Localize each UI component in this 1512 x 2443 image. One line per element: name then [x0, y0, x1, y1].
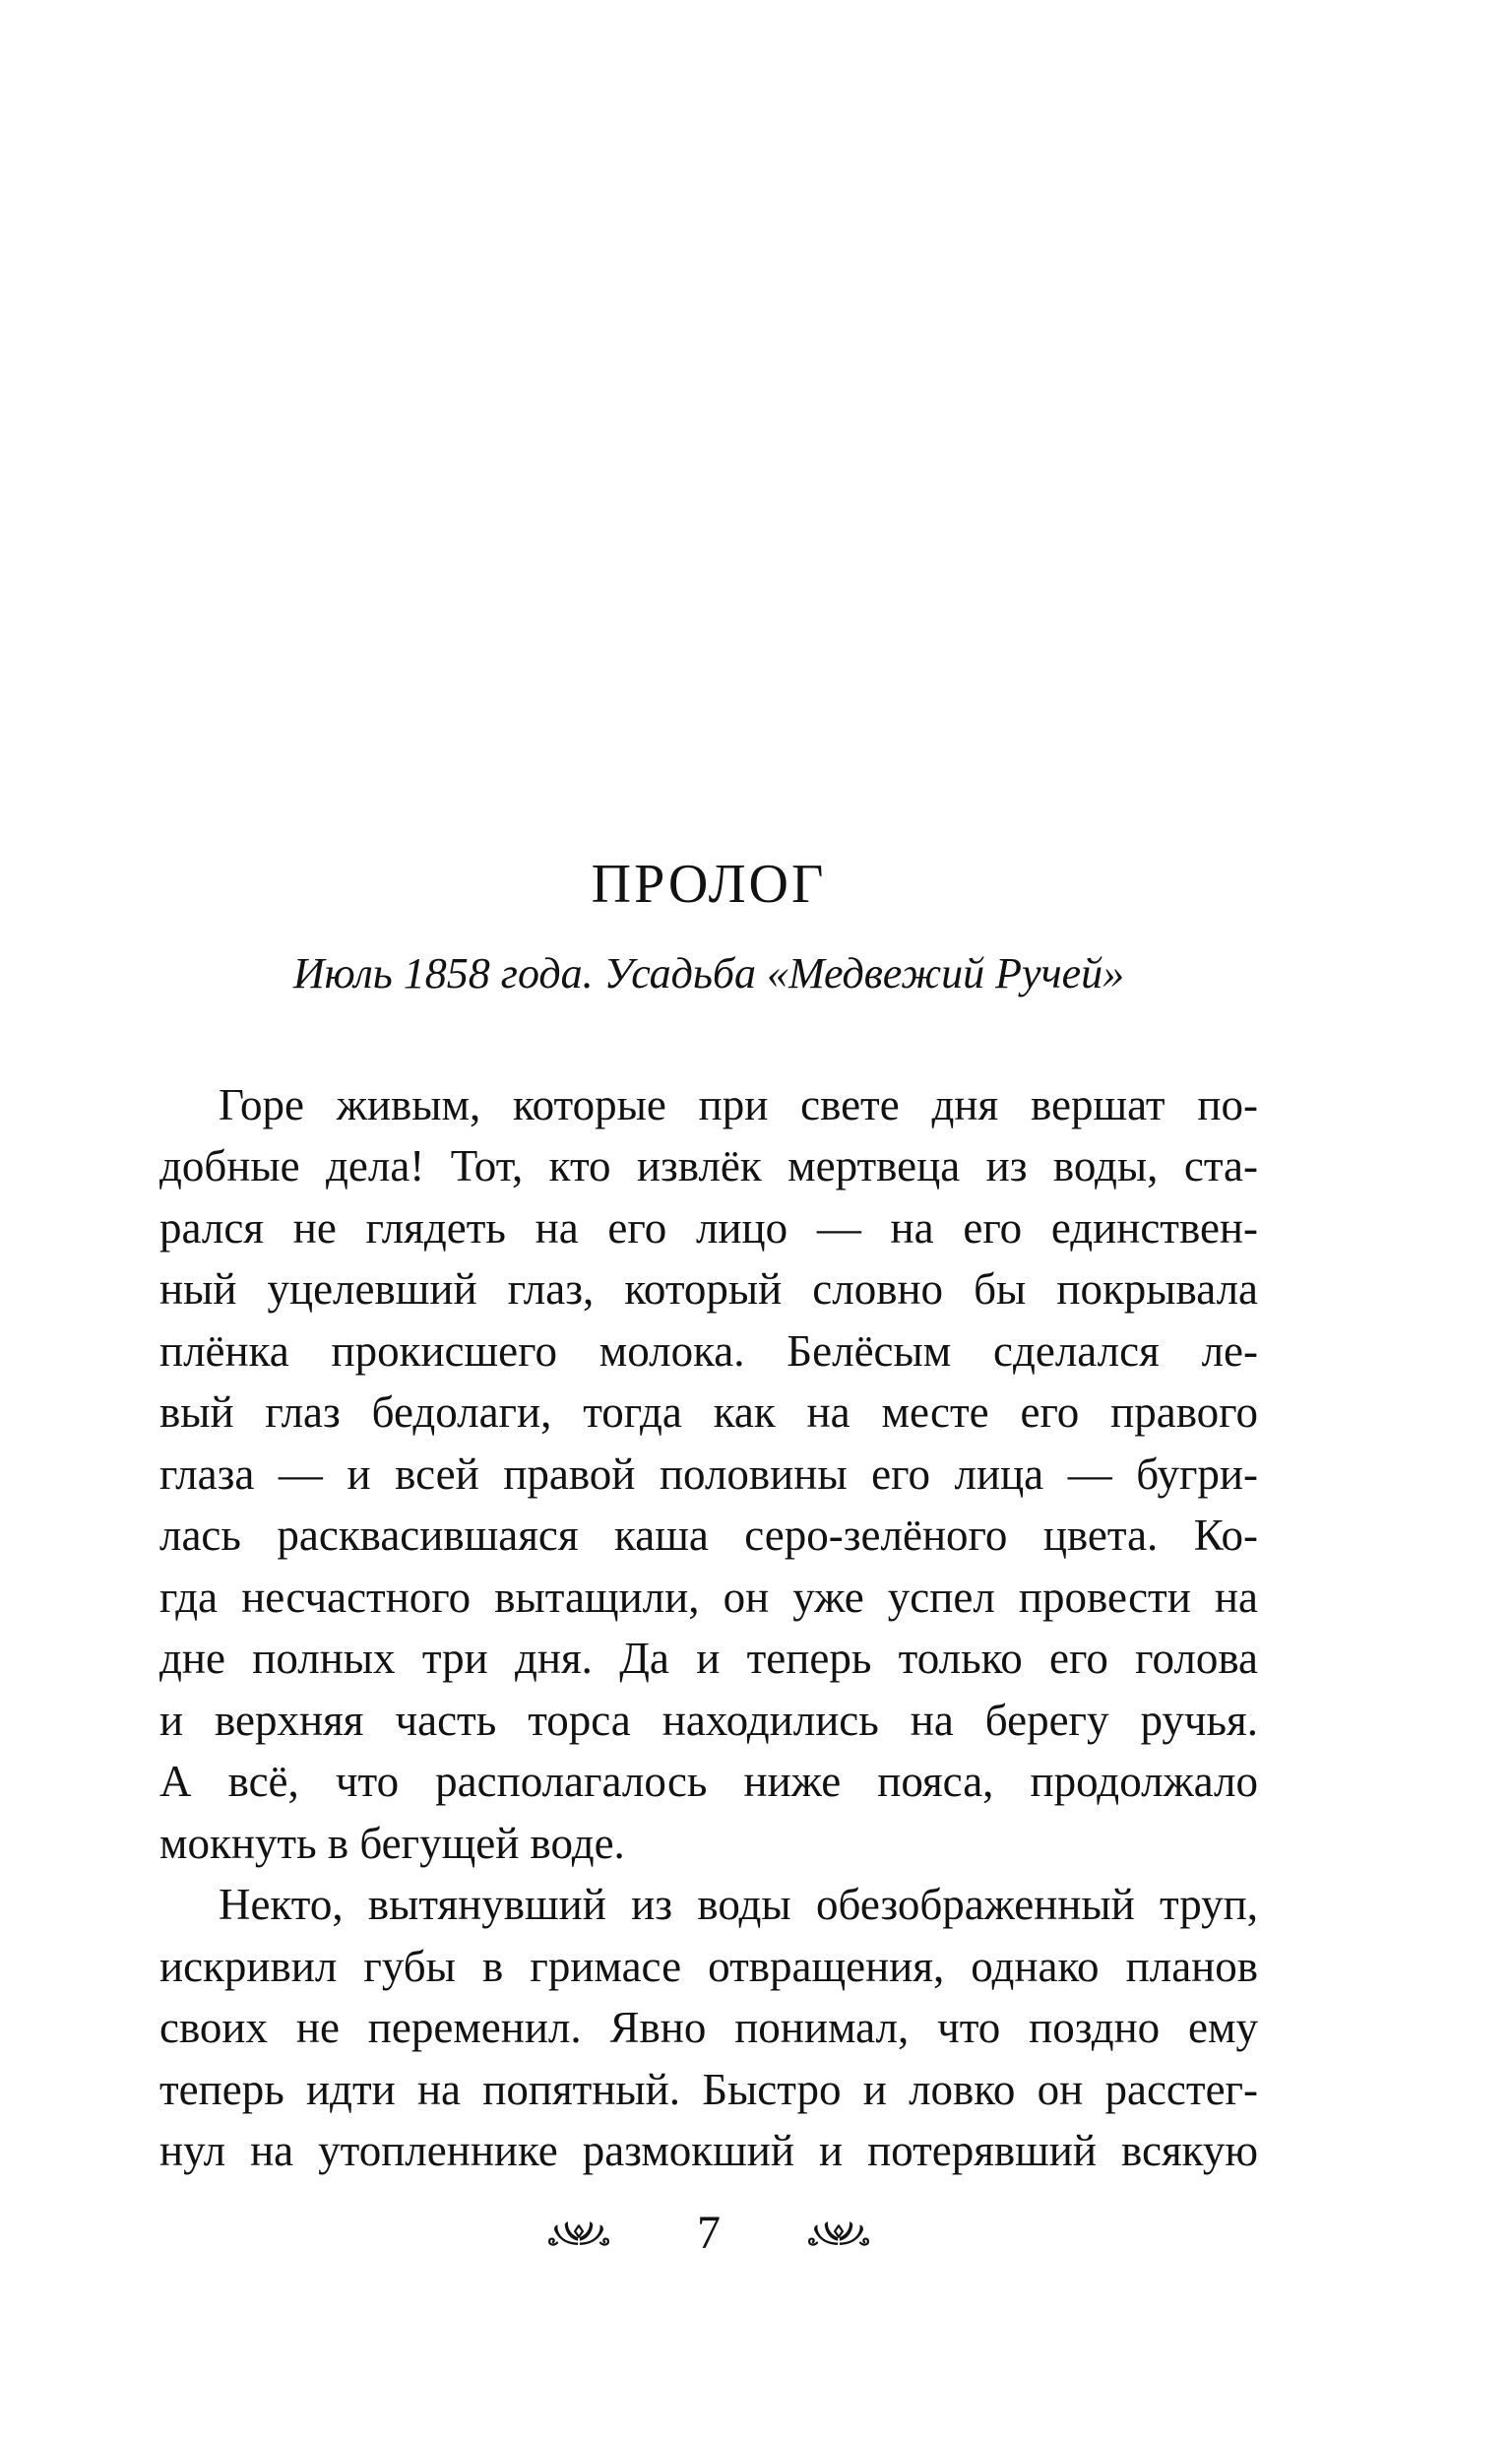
text-line: теперь идти на попятный. Быстро и ловко он расстег-	[159, 2064, 1258, 2114]
text-line: Некто, вытянувший из воды обезображенный труп,	[219, 1880, 1258, 1930]
chapter-title: ПРОЛОГ	[591, 854, 827, 915]
chapter-subtitle: Июль 1858 года. Усадьба «Медвежий Ручей»	[292, 949, 1125, 997]
text-line: глаза — и всей правой половины его лица — бугри-	[159, 1448, 1258, 1499]
text-line: дне полных три дня. Да и теперь только его голова	[159, 1634, 1258, 1684]
text-line: лась расквасившаяся каша серо-зелёного цвета. Ко-	[159, 1511, 1258, 1561]
text-line: добные дела! Тот, кто извлёк мертвеца из воды, ста-	[159, 1141, 1258, 1191]
text-line: искривил губы в гримасе отвращения, однако планов	[159, 1941, 1258, 1991]
text-line: и верхняя часть торса находились на берегу ручья.	[159, 1695, 1258, 1745]
text-line: Горе живым, которые при свете дня вершат по-	[219, 1079, 1258, 1129]
text-line: плёнка прокисшего молока. Белёсым сделался ле-	[159, 1325, 1258, 1376]
page-footer	[159, 2206, 1258, 2259]
text-line: А всё, что располагалось ниже пояса, продолжало	[159, 1757, 1258, 1807]
paragraph	[159, 1874, 1258, 2182]
text-line: нул на утопленнике размокший и потерявший всякую	[159, 2126, 1258, 2176]
paragraph	[159, 1074, 1258, 1875]
page-number: 7	[697, 2206, 721, 2259]
text-line: ный уцелевший глаз, который словно бы покрывала	[159, 1264, 1258, 1315]
fleuron-ornament-icon	[807, 2215, 870, 2252]
text-line: своих не переменил. Явно понимал, что поздно ему	[159, 2003, 1258, 2053]
text-line: вый глаз бедолаги, тогда как на месте его правого	[159, 1387, 1258, 1438]
text-line: рался не глядеть на его лицо — на его единствен-	[159, 1202, 1258, 1253]
body-text	[159, 1074, 1258, 2182]
text-line: мокнуть в бегущей воде.	[159, 1818, 625, 1868]
text-line: гда несчастного вытащили, он уже успел провести на	[159, 1572, 1258, 1622]
fleuron-ornament-icon	[547, 2215, 610, 2252]
